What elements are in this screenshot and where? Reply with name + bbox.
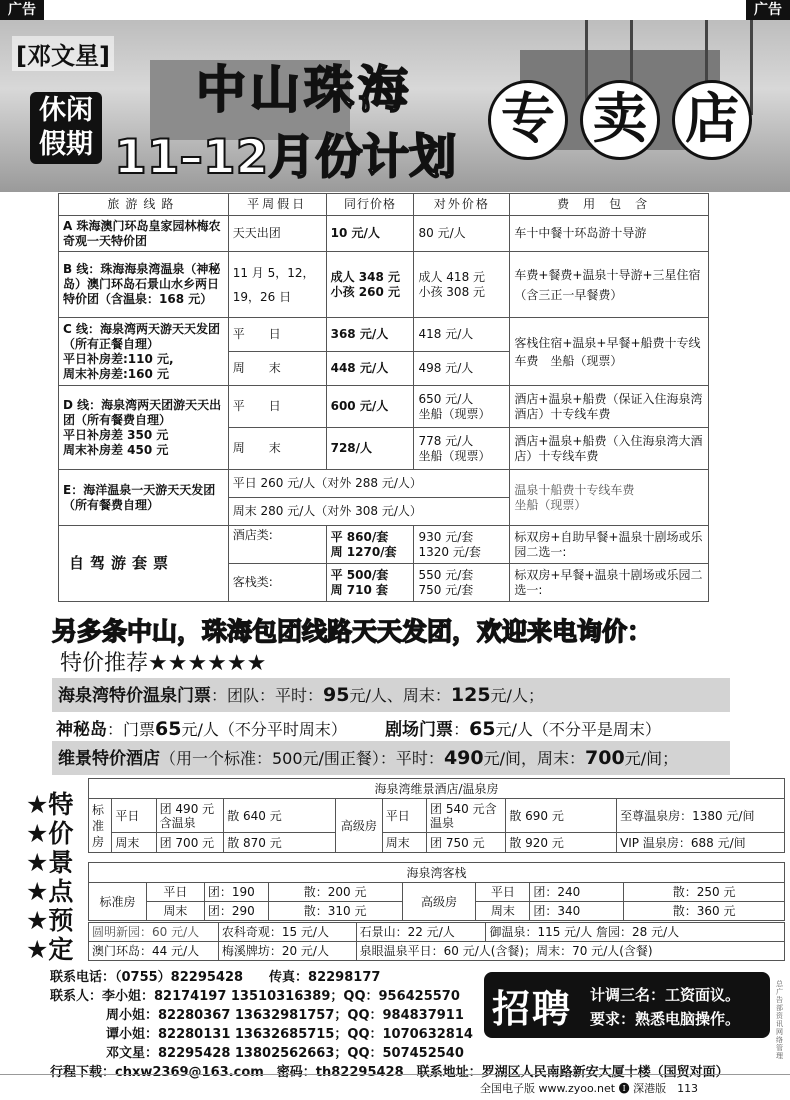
hotel-std-wd-group: 团 490 元含温泉 [156,799,224,833]
side-char-1: ★特 [26,790,74,819]
inn-sup-we-ind: 散：360 元 [624,902,785,921]
route-b-day: 11 月 5，12，19，26 日 [228,252,326,318]
scenic-7: 泉眼温泉平日：60 元/人(含餐)；周末：70 元/人(含餐) [356,942,784,961]
hotel-sup-weekday: 平日 [382,799,426,833]
route-b-include: 车费+餐费+温泉十导游+三星住宿（含三正一早餐费） [510,252,709,318]
inn-std-wd-group: 团：190 [204,883,268,902]
ticket-price-weekend: 125 [450,684,491,706]
theater-text-2: 元/人（不分平是周末） [495,720,661,739]
leisure-badge: 休闲假期 [30,92,102,164]
inn-std-wd-ind: 散：200 元 [268,883,402,902]
vertical-note: 总广告部资讯网络管理 [776,980,783,1060]
route-d-day-2: 周 末 [228,428,326,470]
route-d-day-1: 平 日 [228,386,326,428]
route-c-public-2: 498 元/人 [414,352,510,386]
route-d-peer-1: 600 元/人 [326,386,414,428]
inn-weekday-row [89,883,785,902]
header-includes: 费用包含 [510,194,709,216]
theater-label: 剧场门票 [385,720,454,740]
route-e-include: 温泉十船费十专线车费 坐船（现票） [510,470,709,526]
route-a-name: A 珠海澳门环岛皇家园林梅农奇观一天特价团 [59,216,229,252]
contact-download: 行程下载：chxw2369@163.com 密码：th82295428 联系地址：罗湖区人民南路新安大厦十楼（国贸对面） [50,1065,729,1080]
hotel-price-weekend: 700 [585,747,625,769]
route-e-name: E：海洋温泉一天游天天发团（所有餐费自理） [59,470,229,526]
inn-sup-wd-group: 团：240 [530,883,624,902]
route-c-row-1 [59,318,709,352]
route-c-include: 客栈住宿+温泉+早餐+船费十专线车费 坐船（现票） [510,318,709,386]
scenic-5: 澳门环岛：44 元/人 [89,942,219,961]
route-c-public-1: 418 元/人 [414,318,510,352]
hotel-std-label: 标准房 [89,799,112,853]
ticket-text-2: 元/人、周末： [349,686,451,705]
hiring-box [484,972,770,1038]
route-e-weekend: 周末 280 元/人（对外 308 元/人） [228,498,510,526]
route-b-row [59,252,709,318]
inn-std-weekday: 平日 [146,883,204,902]
inn-caption-row [89,863,785,883]
footer-line: 全国电子版 www.zyoo.net 🅘 深港版 113 [480,1082,699,1095]
ad-tag-left: 广告 [0,0,44,20]
routes-header-row [59,194,709,216]
hotel-sup-wd-group: 团 540 元含温泉 [427,799,506,833]
ticket-text-3: 元/人； [490,686,544,705]
routes-table [58,193,709,602]
ticket-text-1: ：团队：平时： [211,686,324,705]
inn-sup-label: 高级房 [402,883,476,921]
route-a-public: 80 元/人 [414,216,510,252]
side-char-6: ★定 [26,935,74,964]
scenic-4: 御温泉：115 元/人 詹园：28 元/人 [486,923,785,942]
hotel-label: 维景特价酒店 [58,749,160,769]
header-peer-price: 同行价格 [326,194,414,216]
side-char-2: ★价 [26,819,74,848]
island-text-2: 元/人（不分平时周末） [181,720,347,739]
hotel-vip-2: VIP 温泉房：688 元/间 [617,833,785,853]
route-a-peer: 10 元/人 [326,216,414,252]
promo-ticket-bar [52,678,730,712]
route-b-public: 成人 418 元 小孩 308 元 [414,252,510,318]
hiring-line-1: 计调三名：工资面议。 [590,986,741,1004]
route-a-row [59,216,709,252]
hotel-weekday-row [89,799,785,833]
header-public-price: 对外价格 [414,194,510,216]
ticket-price-weekday: 95 [323,684,350,706]
self-drive-inn-label: 客栈类: [228,564,326,602]
hotel-text-2: 元/间，周末： [483,749,586,768]
store-char-1: 专 [488,80,568,160]
route-d-include-1: 酒店+温泉+船费（保证入住海泉湾酒店）十专线车费 [510,386,709,428]
title-main: 中山珠海 [196,61,412,119]
self-drive-row-1 [59,526,709,564]
route-d-public-1: 650 元/人 坐船（现票） [414,386,510,428]
self-drive-hotel-include: 标双房+自助早餐+温泉十剧场或乐园二选一: [510,526,709,564]
header-day: 平周假日 [228,194,326,216]
title-month-plan: 11–12月份计划 [114,130,457,185]
inn-table [88,862,785,921]
route-c-day-2: 周 末 [228,352,326,386]
theater-text-1: ： [453,720,470,739]
inn-sup-weekend: 周末 [476,902,530,921]
route-b-peer: 成人 348 元 小孩 260 元 [326,252,414,318]
self-drive-inn-include: 标双房+早餐+温泉十剧场或乐园二选一: [510,564,709,602]
scenic-row-1 [89,923,785,942]
hotel-sup-label: 高级房 [336,799,383,853]
scenic-table [88,922,785,961]
ad-tag-right: 广告 [746,0,790,20]
self-drive-hotel-peer: 平 860/套 周 1270/套 [326,526,414,564]
hotel-std-we-group: 团 700 元 [156,833,224,853]
scenic-1: 圆明新园：60 元/人 [89,923,219,942]
island-text-1: ：门票 [107,720,156,739]
route-a-day: 天天出团 [228,216,326,252]
contact-person-3: 谭小姐：82280131 13632685715；QQ：1070632814 [106,1027,473,1042]
inn-std-label: 标准房 [89,883,147,921]
route-e-weekday: 平日 260 元/人（对外 288 元/人） [228,470,510,498]
agency-logo: [邓文星] [12,36,114,71]
inn-sup-we-group: 团：340 [530,902,624,921]
self-drive-inn-peer: 平 500/套 周 710 套 [326,564,414,602]
hotel-std-weekday: 平日 [112,799,156,833]
hotel-vip-1: 至尊温泉房：1380 元/间 [617,799,785,833]
route-c-name: C 线：海泉湾两天游天天发团（所有正餐自理） 平日补房差:110 元, 周末补房差:160 元 [59,318,229,386]
contact-person-1: 联系人：李小姐：82174197 13510316389；QQ：956425570 [50,989,460,1004]
scenic-2: 农科奇观：15 元/人 [218,923,356,942]
route-c-peer-1: 368 元/人 [326,318,414,352]
header-route: 旅游线路 [59,194,229,216]
promo-hotel-bar [52,741,730,775]
route-d-peer-2: 728/人 [326,428,414,470]
hotel-text-1: （用一个标准：500元/围正餐）：平时： [160,749,444,768]
contact-person-2: 周小姐：82280367 13632981757；QQ：984837911 [106,1008,464,1023]
route-c-day-1: 平 日 [228,318,326,352]
self-drive-hotel-label: 酒店类: [228,526,326,564]
theater-price: 65 [469,718,496,740]
scenic-6: 梅溪牌坊：20 元/人 [218,942,356,961]
hotels-table [88,778,785,853]
contact-person-4: 邓文星：82295428 13802562663；QQ：507452540 [106,1046,464,1061]
hotel-sup-weekend: 周末 [382,833,426,853]
hotel-sup-we-group: 团 750 元 [427,833,506,853]
contact-phone: 联系电话：（0755）82295428 传真：82298177 [50,970,381,985]
hotel-price-weekday: 490 [443,747,484,769]
inn-sup-weekday: 平日 [476,883,530,902]
side-char-3: ★景 [26,848,74,877]
island-label: 神秘岛 [56,720,107,740]
inn-sup-wd-ind: 散：250 元 [624,883,785,902]
hotel-std-wd-ind: 散 640 元 [224,799,336,833]
route-e-row-1 [59,470,709,498]
promo-special-rec: 特价推荐★★★★★★ [60,651,267,676]
ticket-label: 海泉湾特价温泉门票 [58,686,211,706]
route-d-public-2: 778 元/人 坐船（现票） [414,428,510,470]
hotel-std-we-ind: 散 870 元 [224,833,336,853]
self-drive-inn-public: 550 元/套 750 元/套 [414,564,510,602]
hiring-line-2: 要求：熟悉电脑操作。 [590,1010,741,1028]
inn-std-weekend: 周末 [146,902,204,921]
hotel-text-3: 元/间； [624,749,679,768]
island-price: 65 [155,718,182,740]
hotel-sup-wd-ind: 散 690 元 [506,799,617,833]
self-drive-name: 自驾游套票 [59,526,229,602]
route-d-row-1 [59,386,709,428]
hiring-title: 招聘 [492,987,573,1031]
inn-std-we-ind: 散：310 元 [268,902,402,921]
scenic-3: 石景山：22 元/人 [356,923,486,942]
hotel-sup-we-ind: 散 920 元 [506,833,617,853]
side-char-5: ★预 [26,906,74,935]
route-d-include-2: 酒店+温泉+船费（入住海泉湾大酒店）十专线车费 [510,428,709,470]
route-b-name: B 线：珠海海泉湾温泉（神秘岛）澳门环岛石景山水乡两日特价团（含温泉：168 元） [59,252,229,318]
route-c-peer-2: 448 元/人 [326,352,414,386]
hotel-caption: 海泉湾维景酒店/温泉房 [89,779,785,799]
hotel-weekend-row [89,833,785,853]
route-a-include: 车十中餐十环岛游十导游 [510,216,709,252]
store-char-3: 店 [672,80,752,160]
inn-caption: 海泉湾客栈 [89,863,785,883]
scenic-row-2 [89,942,785,961]
promo-group-tours: 另多条中山，珠海包团线路天天发团，欢迎来电询价： [52,617,653,646]
side-label [26,790,82,964]
footer-divider [0,1074,790,1075]
hotel-std-weekend: 周末 [112,833,156,853]
inn-std-we-group: 团：290 [204,902,268,921]
hotel-caption-row [89,779,785,799]
side-char-4: ★点 [26,877,74,906]
self-drive-hotel-public: 930 元/套 1320 元/套 [414,526,510,564]
route-d-name: D 线：海泉湾两天团游天天出团（所有餐费自理） 平日补房差 350 元 周末补房差 450 元 [59,386,229,470]
store-char-2: 卖 [580,80,660,160]
